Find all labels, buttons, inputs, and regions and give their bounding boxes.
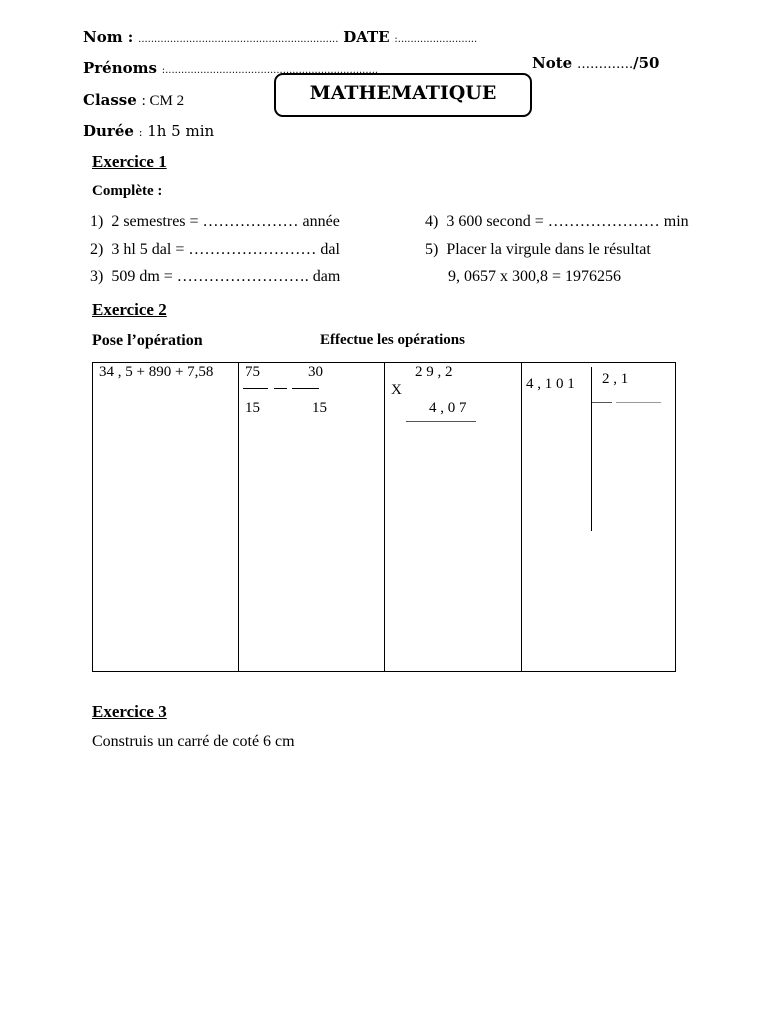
item-text[interactable]: 3 hl 5 dal = …………………… dal [111, 241, 340, 258]
nom-dots[interactable]: ............................................................... [138, 34, 339, 45]
multiply-sign: X [391, 382, 402, 398]
exercice2-title: Exercice 2 [92, 300, 167, 319]
prenoms-label: Prénoms [83, 59, 157, 77]
divisor: 2 , 1 [602, 371, 629, 387]
item-num: 2) [90, 241, 104, 258]
item-num: 5) [425, 241, 439, 258]
note-line [532, 54, 659, 72]
classe-label: Classe [83, 91, 137, 109]
col2-top-right: 30 [308, 364, 323, 380]
col2-bottom-right: 15 [312, 400, 327, 416]
multiplier: 4 , 0 7 [429, 400, 467, 416]
duree-value: 1h 5 min [147, 122, 215, 140]
multiplicand: 2 9 , 2 [415, 364, 453, 380]
division-bracket-horizontal [616, 402, 661, 403]
classe-line [83, 91, 184, 110]
exercice1-item-4 [425, 213, 689, 231]
dividend: 4 , 1 0 1 [526, 376, 575, 392]
underline [274, 388, 287, 389]
exercice1-instruction: Complète : [92, 183, 163, 199]
item-num: 4) [425, 213, 439, 230]
exercice1-item-5-equation [448, 268, 621, 286]
item-text[interactable]: 3 600 second = ………………… min [446, 213, 689, 230]
exercice1-item-3 [90, 268, 340, 286]
column-divider [521, 363, 522, 671]
item-num: 1) [90, 213, 104, 230]
exercice1-item-1 [90, 213, 340, 231]
date-dots[interactable]: :......................... [394, 34, 478, 45]
duree-label: Durée [83, 122, 134, 140]
title-text: MATHEMATIQUE [309, 82, 497, 104]
date-label: DATE [343, 28, 390, 46]
exercice1-item-2 [90, 241, 340, 259]
classe-value: : CM 2 [141, 93, 185, 109]
nom-label: Nom : [83, 28, 134, 46]
prenoms-dots[interactable]: :................................................................... [161, 65, 379, 76]
col2-bottom-left: 15 [245, 400, 260, 416]
exercice3-title: Exercice 3 [92, 702, 167, 721]
exercice2-subtitle-left: Pose l’opération [92, 332, 203, 349]
duree-sep: : [138, 126, 143, 139]
exercice3-instruction: Construis un carré de coté 6 cm [92, 733, 295, 750]
exercice2-subtitle-right: Effectue les opérations [320, 332, 465, 348]
item-text[interactable]: 509 dm = ……………………. dam [111, 268, 341, 285]
item-num: 3) [90, 268, 104, 285]
note-label: Note [532, 54, 573, 72]
column-divider [384, 363, 385, 671]
item-text[interactable]: 2 semestres = ……………… année [111, 213, 340, 230]
col2-top-left: 75 [245, 364, 260, 380]
item-text: Placer la virgule dans le résultat [446, 241, 651, 258]
underline [292, 388, 319, 389]
note-dots[interactable]: …………. [576, 57, 634, 72]
addition-expression: 34 , 5 + 890 + 7,58 [99, 364, 214, 380]
duree-line [83, 122, 214, 140]
column-divider [238, 363, 239, 671]
exercice1-item-5 [425, 241, 651, 259]
nom-line [83, 28, 477, 46]
note-max: /50 [633, 54, 660, 72]
item-text[interactable]: 9, 0657 x 300,8 = 1976256 [448, 268, 622, 285]
division-bracket-vertical [591, 367, 592, 531]
operations-table [92, 362, 676, 672]
division-bracket-horizontal [592, 402, 612, 403]
exercice1-title: Exercice 1 [92, 152, 167, 171]
page-title [274, 73, 532, 117]
underline [243, 388, 268, 389]
result-line [406, 421, 476, 422]
